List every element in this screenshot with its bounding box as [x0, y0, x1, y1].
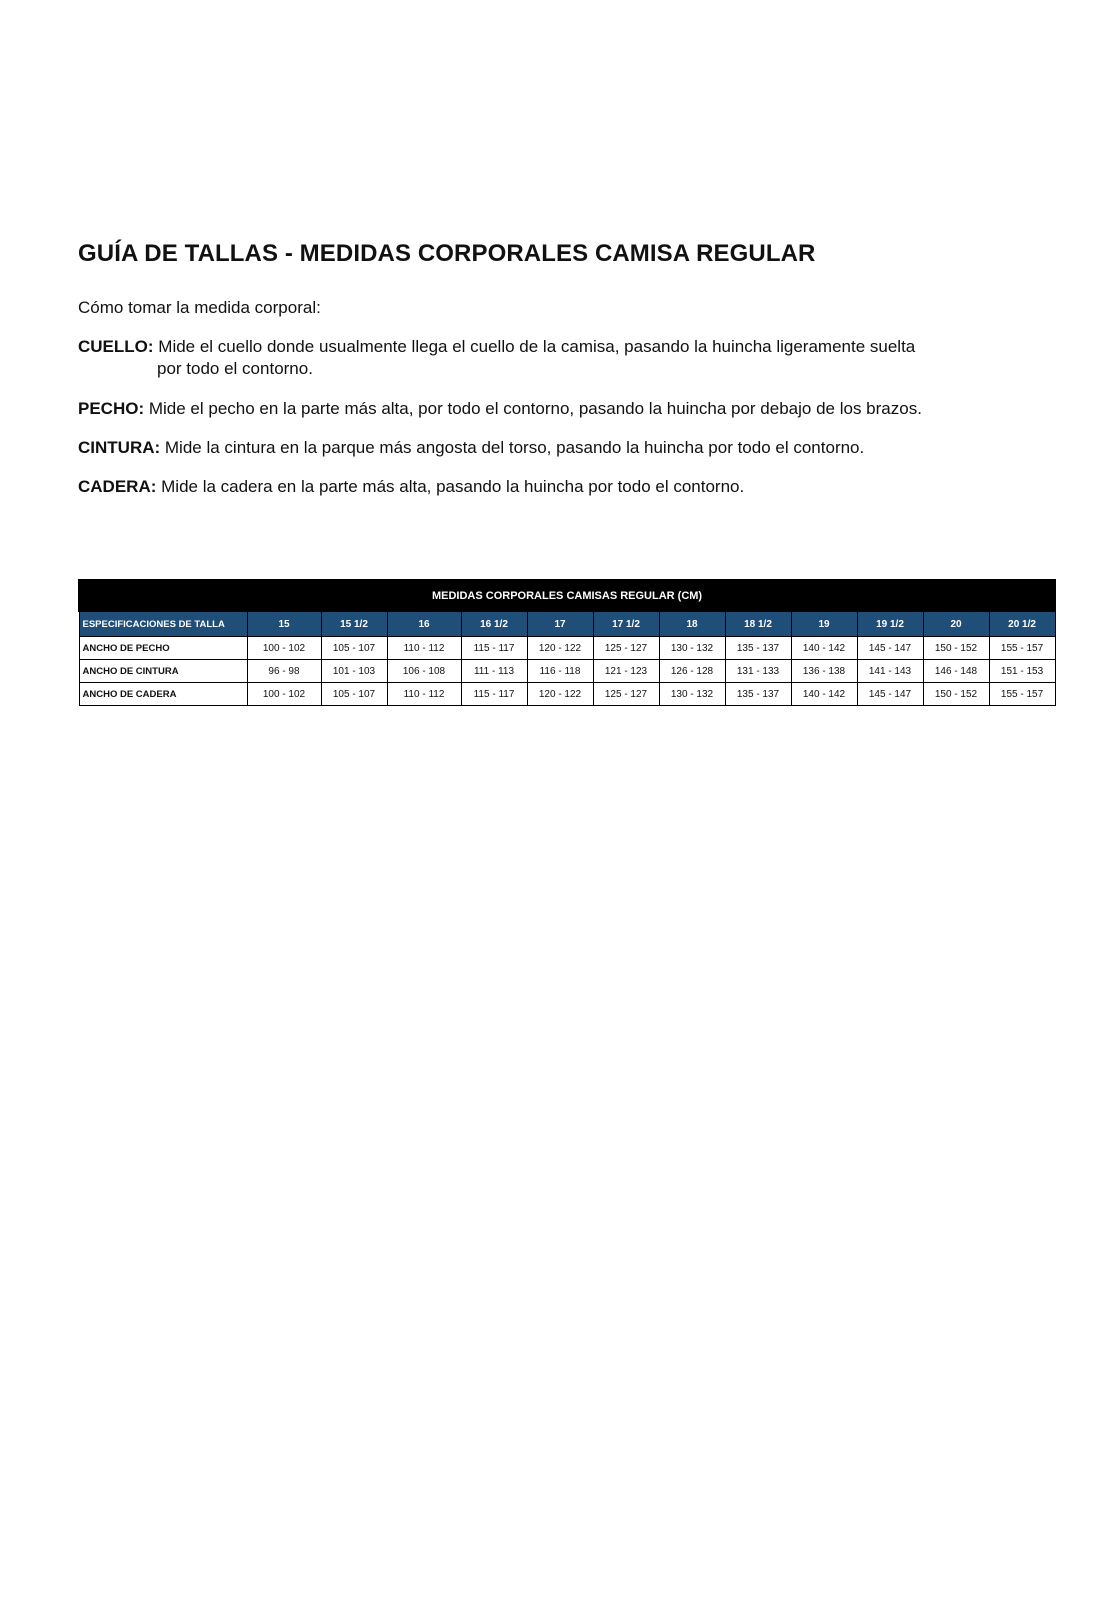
- table-header-row: [79, 611, 1055, 637]
- table-cell: 130 - 132: [659, 637, 725, 660]
- header-size-cell: 17: [527, 611, 593, 637]
- table-cell: 120 - 122: [527, 683, 593, 706]
- table-cell: 135 - 137: [725, 637, 791, 660]
- table-cell: 120 - 122: [527, 637, 593, 660]
- header-size-cell: 15 1/2: [321, 611, 387, 637]
- definition-continuation: por todo el contorno.: [157, 359, 313, 378]
- header-size-cell: 20: [923, 611, 989, 637]
- table-cell: 110 - 112: [387, 683, 461, 706]
- header-size-cell: 18 1/2: [725, 611, 791, 637]
- row-label: ANCHO DE CINTURA: [79, 660, 247, 683]
- table-cell: 140 - 142: [791, 637, 857, 660]
- table-cell: 131 - 133: [725, 660, 791, 683]
- definition-term: CADERA:: [78, 477, 157, 496]
- table-cell: 136 - 138: [791, 660, 857, 683]
- table-cell: 105 - 107: [321, 637, 387, 660]
- header-size-cell: 19: [791, 611, 857, 637]
- table-cell: 155 - 157: [989, 637, 1055, 660]
- table-cell: 125 - 127: [593, 683, 659, 706]
- definition-term: CINTURA:: [78, 438, 161, 457]
- table-cell: 135 - 137: [725, 683, 791, 706]
- table-cell: 125 - 127: [593, 637, 659, 660]
- header-size-cell: 16 1/2: [461, 611, 527, 637]
- definition-pecho: [78, 398, 1018, 420]
- table-cell: 155 - 157: [989, 683, 1055, 706]
- table-cell: 96 - 98: [247, 660, 321, 683]
- table-cell: 105 - 107: [321, 683, 387, 706]
- table-cell: 141 - 143: [857, 660, 923, 683]
- table-caption: MEDIDAS CORPORALES CAMISAS REGULAR (CM): [79, 580, 1055, 611]
- table-cell: 111 - 113: [461, 660, 527, 683]
- table-caption-row: [79, 580, 1055, 611]
- table-cell: 101 - 103: [321, 660, 387, 683]
- definition-cintura: [78, 437, 1018, 459]
- page-title: GUÍA DE TALLAS - MEDIDAS CORPORALES CAMISA REGULAR: [78, 240, 816, 267]
- header-size-cell: 15: [247, 611, 321, 637]
- table-cell: 121 - 123: [593, 660, 659, 683]
- table-cell: 140 - 142: [791, 683, 857, 706]
- table-cell: 100 - 102: [247, 683, 321, 706]
- size-table: [78, 579, 1056, 706]
- table-row: [79, 637, 1055, 660]
- definition-term: CUELLO:: [78, 337, 154, 356]
- table-cell: 115 - 117: [461, 683, 527, 706]
- table-cell: 115 - 117: [461, 637, 527, 660]
- table-cell: 130 - 132: [659, 683, 725, 706]
- table-cell: 110 - 112: [387, 637, 461, 660]
- definition-text: Mide la cintura en la parque más angosta del torso, pasando la huincha por todo el contorno.: [164, 438, 865, 457]
- table-cell: 100 - 102: [247, 637, 321, 660]
- header-spec-label: ESPECIFICACIONES DE TALLA: [79, 611, 247, 637]
- table-cell: 151 - 153: [989, 660, 1055, 683]
- definition-text: Mide la cadera en la parte más alta, pasando la huincha por todo el contorno.: [161, 477, 745, 496]
- definition-term: PECHO:: [78, 399, 145, 418]
- table-row: [79, 660, 1055, 683]
- table-cell: 150 - 152: [923, 637, 989, 660]
- table-cell: 116 - 118: [527, 660, 593, 683]
- table-cell: 150 - 152: [923, 683, 989, 706]
- definition-text: Mide el cuello donde usualmente llega el cuello de la camisa, pasando la huincha ligeramente suelta: [158, 337, 916, 356]
- definition-text: Mide el pecho en la parte más alta, por todo el contorno, pasando la huincha por debajo de los brazos.: [148, 399, 922, 418]
- table-cell: 146 - 148: [923, 660, 989, 683]
- intro-text: Cómo tomar la medida corporal:: [78, 298, 321, 317]
- definition-cadera: [78, 476, 1018, 498]
- row-label: ANCHO DE CADERA: [79, 683, 247, 706]
- header-size-cell: 20 1/2: [989, 611, 1055, 637]
- table-row: [79, 683, 1055, 706]
- table-body: [79, 637, 1055, 706]
- table-cell: 126 - 128: [659, 660, 725, 683]
- definition-cuello: [78, 336, 1018, 380]
- table-cell: 106 - 108: [387, 660, 461, 683]
- header-size-cell: 18: [659, 611, 725, 637]
- table-cell: 145 - 147: [857, 683, 923, 706]
- row-label: ANCHO DE PECHO: [79, 637, 247, 660]
- header-size-cell: 17 1/2: [593, 611, 659, 637]
- table-cell: 145 - 147: [857, 637, 923, 660]
- header-size-cell: 19 1/2: [857, 611, 923, 637]
- header-size-cell: 16: [387, 611, 461, 637]
